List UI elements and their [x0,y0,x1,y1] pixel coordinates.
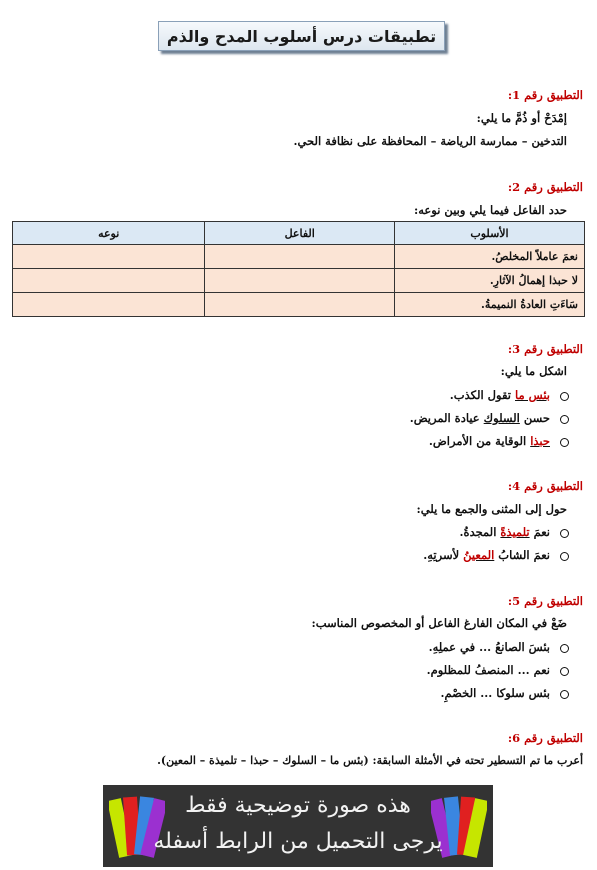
bullet-circle-icon [560,392,569,401]
exercise-4-instruction: حول إلى المثنى والجمع ما يلي: [416,502,567,516]
exercise-1-instruction: إمْدَحْ أو ذُمَّ ما يلي: [476,111,567,125]
list-item: بئس ما تقول الكذب. [450,388,569,402]
exercise-2-title: التطبيق رقم 2: [507,180,583,194]
watermark-banner [103,785,493,867]
exercise-3-instruction: اشكل ما يلي: [500,364,567,378]
exercise-6-instruction: أعرب ما تم التسطير تحته في الأمثلة السابقة: (بئس ما – السلوك – حبذا – تلميذة – المعين). [157,754,583,767]
list-item: نعم ... المنصفُ للمظلوم. [427,663,569,677]
exercise-1-title: التطبيق رقم 1: [507,88,583,102]
table-cell [205,269,395,293]
bullet-circle-icon [560,438,569,447]
watermark-line-1: هذه صورة توضيحية فقط [185,793,411,818]
watermark-line-2: يرجى التحميل من الرابط أسفله [153,829,443,854]
table-row [13,269,585,293]
exercise-2-instruction: حدد الفاعل فيما يلي وبين نوعه: [414,203,567,217]
list-item: بئسَ الصانعُ ... في عملِهِ. [429,640,569,654]
bullet-circle-icon [560,529,569,538]
list-item: نعمَ الشابُ المعينُ لأسرتِهِ. [423,548,569,562]
underlined-word: حبذا [530,434,550,448]
table-header-subject: الفاعل [205,222,395,245]
underlined-word: بئس ما [515,388,550,402]
table-cell [13,269,205,293]
exercise-4-title: التطبيق رقم 4: [507,479,583,493]
table-row [13,245,585,269]
table-cell: نعمَ عاملاً المخلصُ. [395,245,585,269]
underlined-word: المعينُ [463,548,495,562]
exercise-5-instruction: ضَعْ في المكان الفارغ الفاعل أو المخصوص المناسب: [311,616,567,630]
bullet-circle-icon [560,552,569,561]
exercise-3-title: التطبيق رقم 3: [507,342,583,356]
exercise-1-items: التدخين – ممارسة الرياضة – المحافظة على نظافة الحي. [293,134,567,148]
table-cell [13,293,205,317]
exercise-2-table [12,221,585,317]
list-item: نعمَ تلميذةً المجدةُ. [460,525,569,539]
exercise-6-title: التطبيق رقم 6: [507,731,583,745]
table-cell [205,245,395,269]
table-row [13,293,585,317]
table-cell: لا حبذا إهمالُ الآثارِ. [395,269,585,293]
list-item: بئس سلوكا ... الخصْمِ. [441,686,569,700]
bullet-circle-icon [560,415,569,424]
table-cell [205,293,395,317]
list-item: حبذا الوقاية من الأمراض. [429,434,569,448]
underlined-word: السلوك [483,411,520,425]
bullet-circle-icon [560,690,569,699]
table-cell [13,245,205,269]
underlined-word: تلميذةً [500,525,530,539]
table-header-type: نوعه [13,222,205,245]
bullet-circle-icon [560,667,569,676]
page-title: تطبيقات درس أسلوب المدح والذم [158,21,445,51]
list-item: حسن السلوك عيادة المريض. [410,411,569,425]
bullet-circle-icon [560,644,569,653]
table-header-style: الأسلوب [395,222,585,245]
table-cell: سَاءَتِ العادةُ النميمةُ. [395,293,585,317]
exercise-5-title: التطبيق رقم 5: [507,594,583,608]
